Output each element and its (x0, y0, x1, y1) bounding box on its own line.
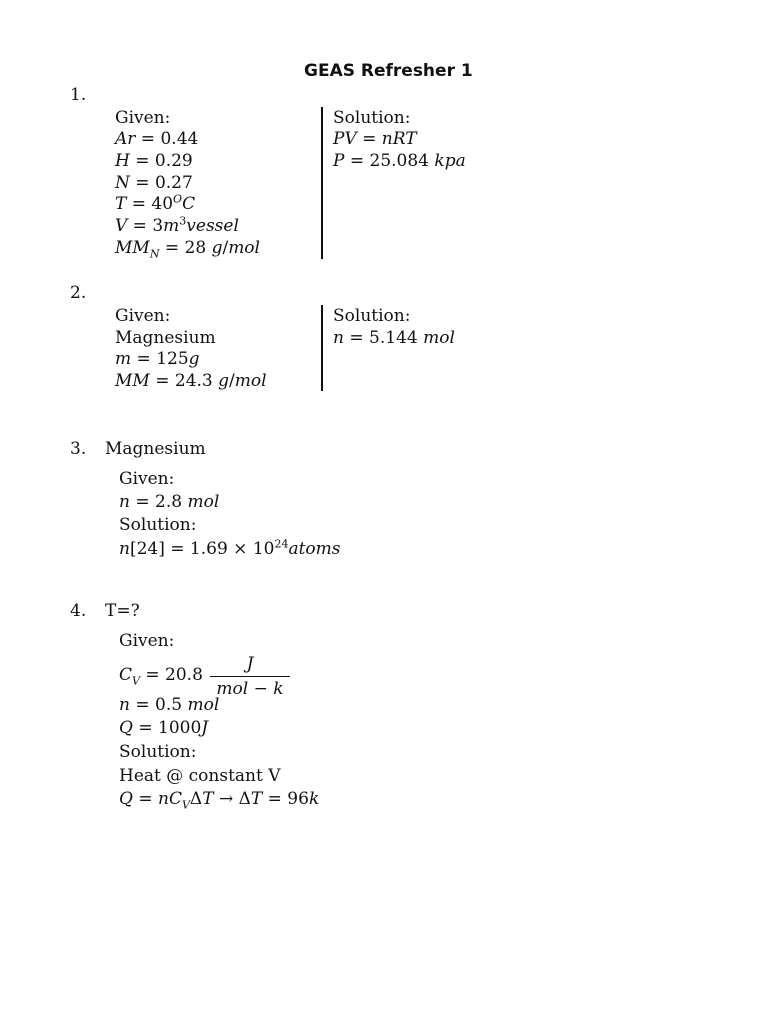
problem-1-given-t: $T = 40^OC$ (115, 192, 196, 214)
problem-4-solution-equation: $Q = nC_V\Delta T \to \Delta T = 96k$ (119, 789, 320, 812)
problem-2-number: 2. (70, 283, 87, 303)
problem-1-number: 1. (70, 85, 87, 105)
problem-3-given-moles: n = 2.8 mol (119, 492, 220, 512)
problem-1-solution-pressure: P = 25.084 kpa (333, 151, 466, 171)
problem-4-given-moles: n = 0.5 mol (119, 695, 220, 715)
problem-3-given-label: Given: (119, 469, 175, 489)
problem-1-given-v: $V = 3m^3vessel$ (115, 214, 239, 236)
problem-3-heading: Magnesium (105, 439, 206, 459)
problem-4-given-label: Given: (119, 631, 175, 651)
problem-2-solution-label: Solution: (333, 306, 411, 326)
problem-2-given-mass: m = 125g (115, 349, 200, 369)
problem-1-given-label: Given: (115, 108, 171, 128)
problem-3-solution-atoms: $n[24] = 1.69 \times 10^{24}atoms$ (119, 537, 341, 559)
problem-4-given-heat: Q = 1000J (119, 718, 209, 738)
problem-2-divider (321, 305, 323, 391)
problem-1-given-h: H = 0.29 (115, 151, 193, 171)
problem-1-given-n: N = 0.27 (115, 173, 193, 193)
problem-3-number: 3. (70, 439, 87, 459)
problem-2-given-substance: Magnesium (115, 328, 216, 348)
problem-3-solution-label: Solution: (119, 515, 197, 535)
problem-4-solution-label: Solution: (119, 742, 197, 762)
problem-4-given-cv: $C_V = 20.8$ (119, 665, 203, 688)
problem-1-solution-equation: PV = nRT (333, 129, 417, 149)
problem-2-given-molar-mass: MM = 24.3 g/mol (115, 371, 267, 391)
problem-1-solution-label: Solution: (333, 108, 411, 128)
problem-4-number: 4. (70, 601, 87, 621)
problem-2-solution-moles: n = 5.144 mol (333, 328, 455, 348)
problem-1-divider (321, 107, 323, 259)
page-title: GEAS Refresher 1 (304, 61, 473, 81)
problem-1-given-mm: $MM_N = 28$ g/mol (115, 238, 260, 261)
problem-4-solution-note: Heat @ constant V (119, 766, 281, 786)
problem-2-given-label: Given: (115, 306, 171, 326)
problem-1-given-ar: Ar = 0.44 (115, 129, 199, 149)
problem-4-cv-unit-fraction: J mol − k (210, 654, 290, 699)
problem-4-heading: T=? (105, 601, 140, 621)
